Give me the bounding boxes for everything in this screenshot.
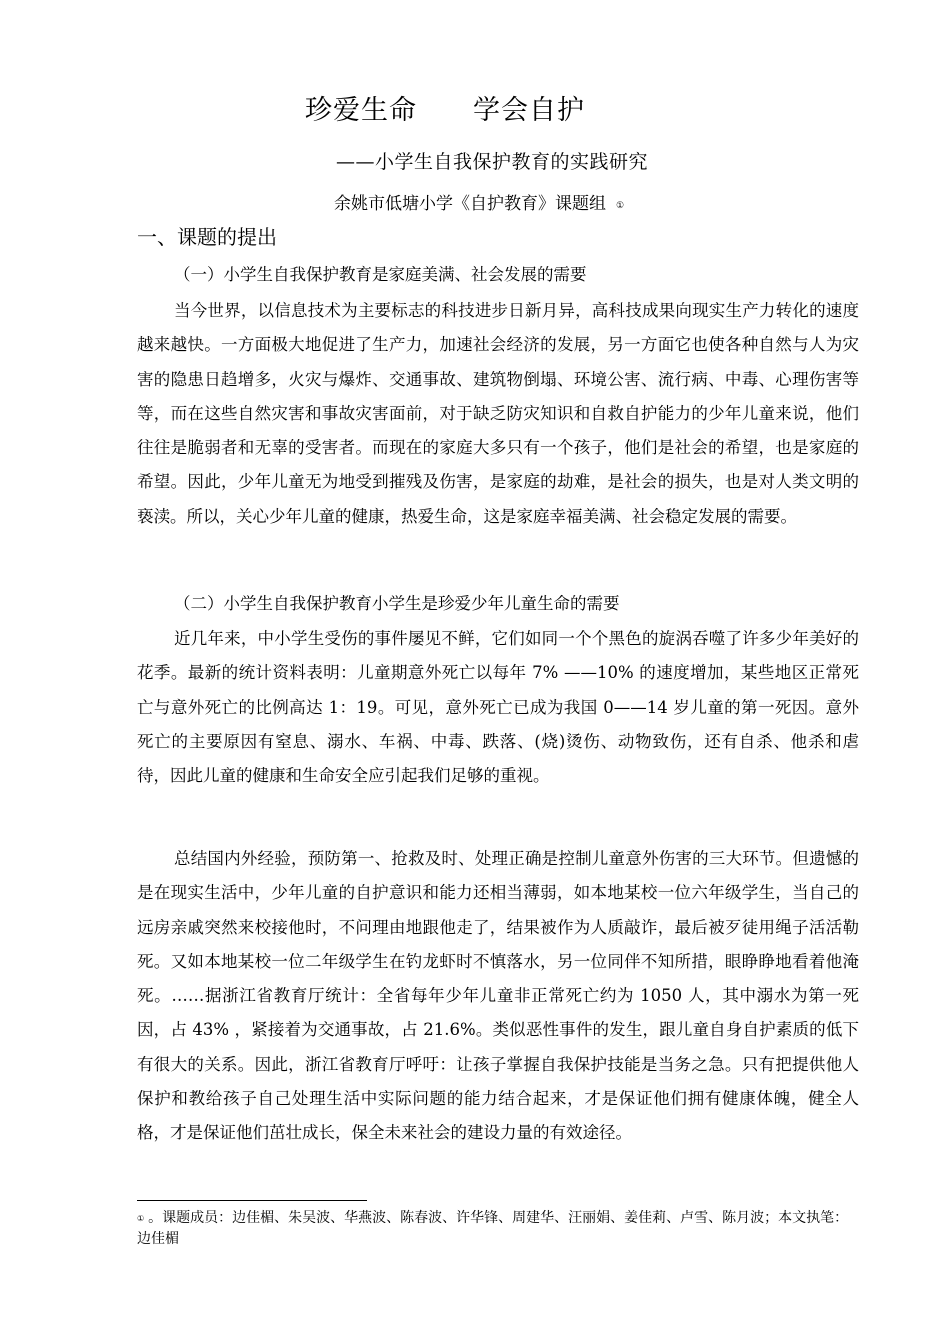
subsection-heading: （一）小学生自我保护教育是家庭美满、社会发展的需要 <box>174 265 587 284</box>
subsection-heading: （二）小学生自我保护教育小学生是珍爱少年儿童生命的需要 <box>174 594 620 613</box>
subsection-heading-1-block <box>137 258 859 292</box>
body-paragraph-block-2 <box>137 622 859 793</box>
subsection-heading-2-block <box>137 587 859 621</box>
author-line <box>334 189 624 214</box>
page-subtitle: ——小学生自我保护教育的实践研究 <box>336 151 649 173</box>
footnote-divider <box>137 1200 367 1201</box>
body-paragraph: 当今世界，以信息技术为主要标志的科技进步日新月异，高科技成果向现实生产力转化的速度越来越快。一方面极大地促进了生产力，加速社会经济的发展，另一方面它也使各种自然与人为灾害的隐患日趋增多，火灾与爆炸、交通事故、建筑物倒塌、环境公害、流行病、中毒、心理伤害等等，而在这些自然灾害和事故灾害面前，对于缺乏防灾知识和自救自护能力的少年儿童来说，他们往往是脆弱者和无辜的受害者。而现在的家庭大多只有一个孩子，他们是社会的希望，也是家庭的希望。因此，少年儿童无为地受到摧残及伤害，是家庭的劫难，是社会的损失，也是对人类文明的亵渎。所以，关心少年儿童的健康，热爱生命，这是家庭幸福美满、社会稳定发展的需要。 <box>137 301 859 526</box>
body-paragraph: 近几年来，中小学生受伤的事件屡见不鲜，它们如同一个个黑色的旋涡吞噬了许多少年美好的花季。最新的统计资料表明：儿童期意外死亡以每年 7% ——10% 的速度增加，某些地区正常死亡与意外死亡的比例高达 1：19。可见，意外死亡已成为我国 0——14 岁儿童的第一死因。意外死亡的主要原因有窒息、溺水、车祸、中毒、跌落、(烧)烫伤、动物致伤，还有自杀、他杀和虐待，因此儿童的健康和生命安全应引起我们足够的重视。 <box>137 629 859 786</box>
footnote-reference[interactable]: ① <box>616 201 625 211</box>
body-paragraph: 总结国内外经验，预防第一、抢救及时、处理正确是控制儿童意外伤害的三大环节。但遗憾的是在现实生活中，少年儿童的自护意识和能力还相当薄弱，如本地某校一位六年级学生，当自己的远房亲戚突然来校接他时，不问理由地跟他走了，结果被作为人质敲诈，最后被歹徒用绳子活活勒死。又如本地某校一位二年级学生在钓龙虾时不慎落水，另一位同伴不知所措，眼睁睁地看着他淹死。……据浙江省教育厅统计：全省每年少年儿童非正常死亡约为 1050 人，其中溺水为第一死因，占 43% ，紧接着为交通事故，占 21.6%。类似恶性事件的发生，跟儿童自身自护素质的低下有很大的关系。因此，浙江省教育厅呼吁：让孩子掌握自我保护技能是当务之急。只有把提供他人保护和教给孩子自己处理生活中实际问题的能力结合起来，才是保证他们拥有健康体魄，健全人格，才是保证他们茁壮成长，保全未来社会的建设力量的有效途径。 <box>137 849 859 1143</box>
page-title: 珍爱生命 学会自护 <box>305 95 585 126</box>
body-paragraph-block-3 <box>137 842 859 1151</box>
footnote <box>137 1208 859 1250</box>
section-heading: 一、课题的提出 <box>137 225 277 249</box>
author-name: 余姚市低塘小学《自护教育》课题组 <box>334 194 606 214</box>
footnote-marker: ① <box>137 1214 145 1223</box>
body-paragraph-block-1 <box>137 294 859 534</box>
footnote-text: 。课题成员：边佳楣、朱吴波、华燕波、陈春波、许华锋、周建华、汪丽娟、姜佳莉、卢雪、陈月波；本文执笔：边佳楣 <box>137 1210 849 1247</box>
